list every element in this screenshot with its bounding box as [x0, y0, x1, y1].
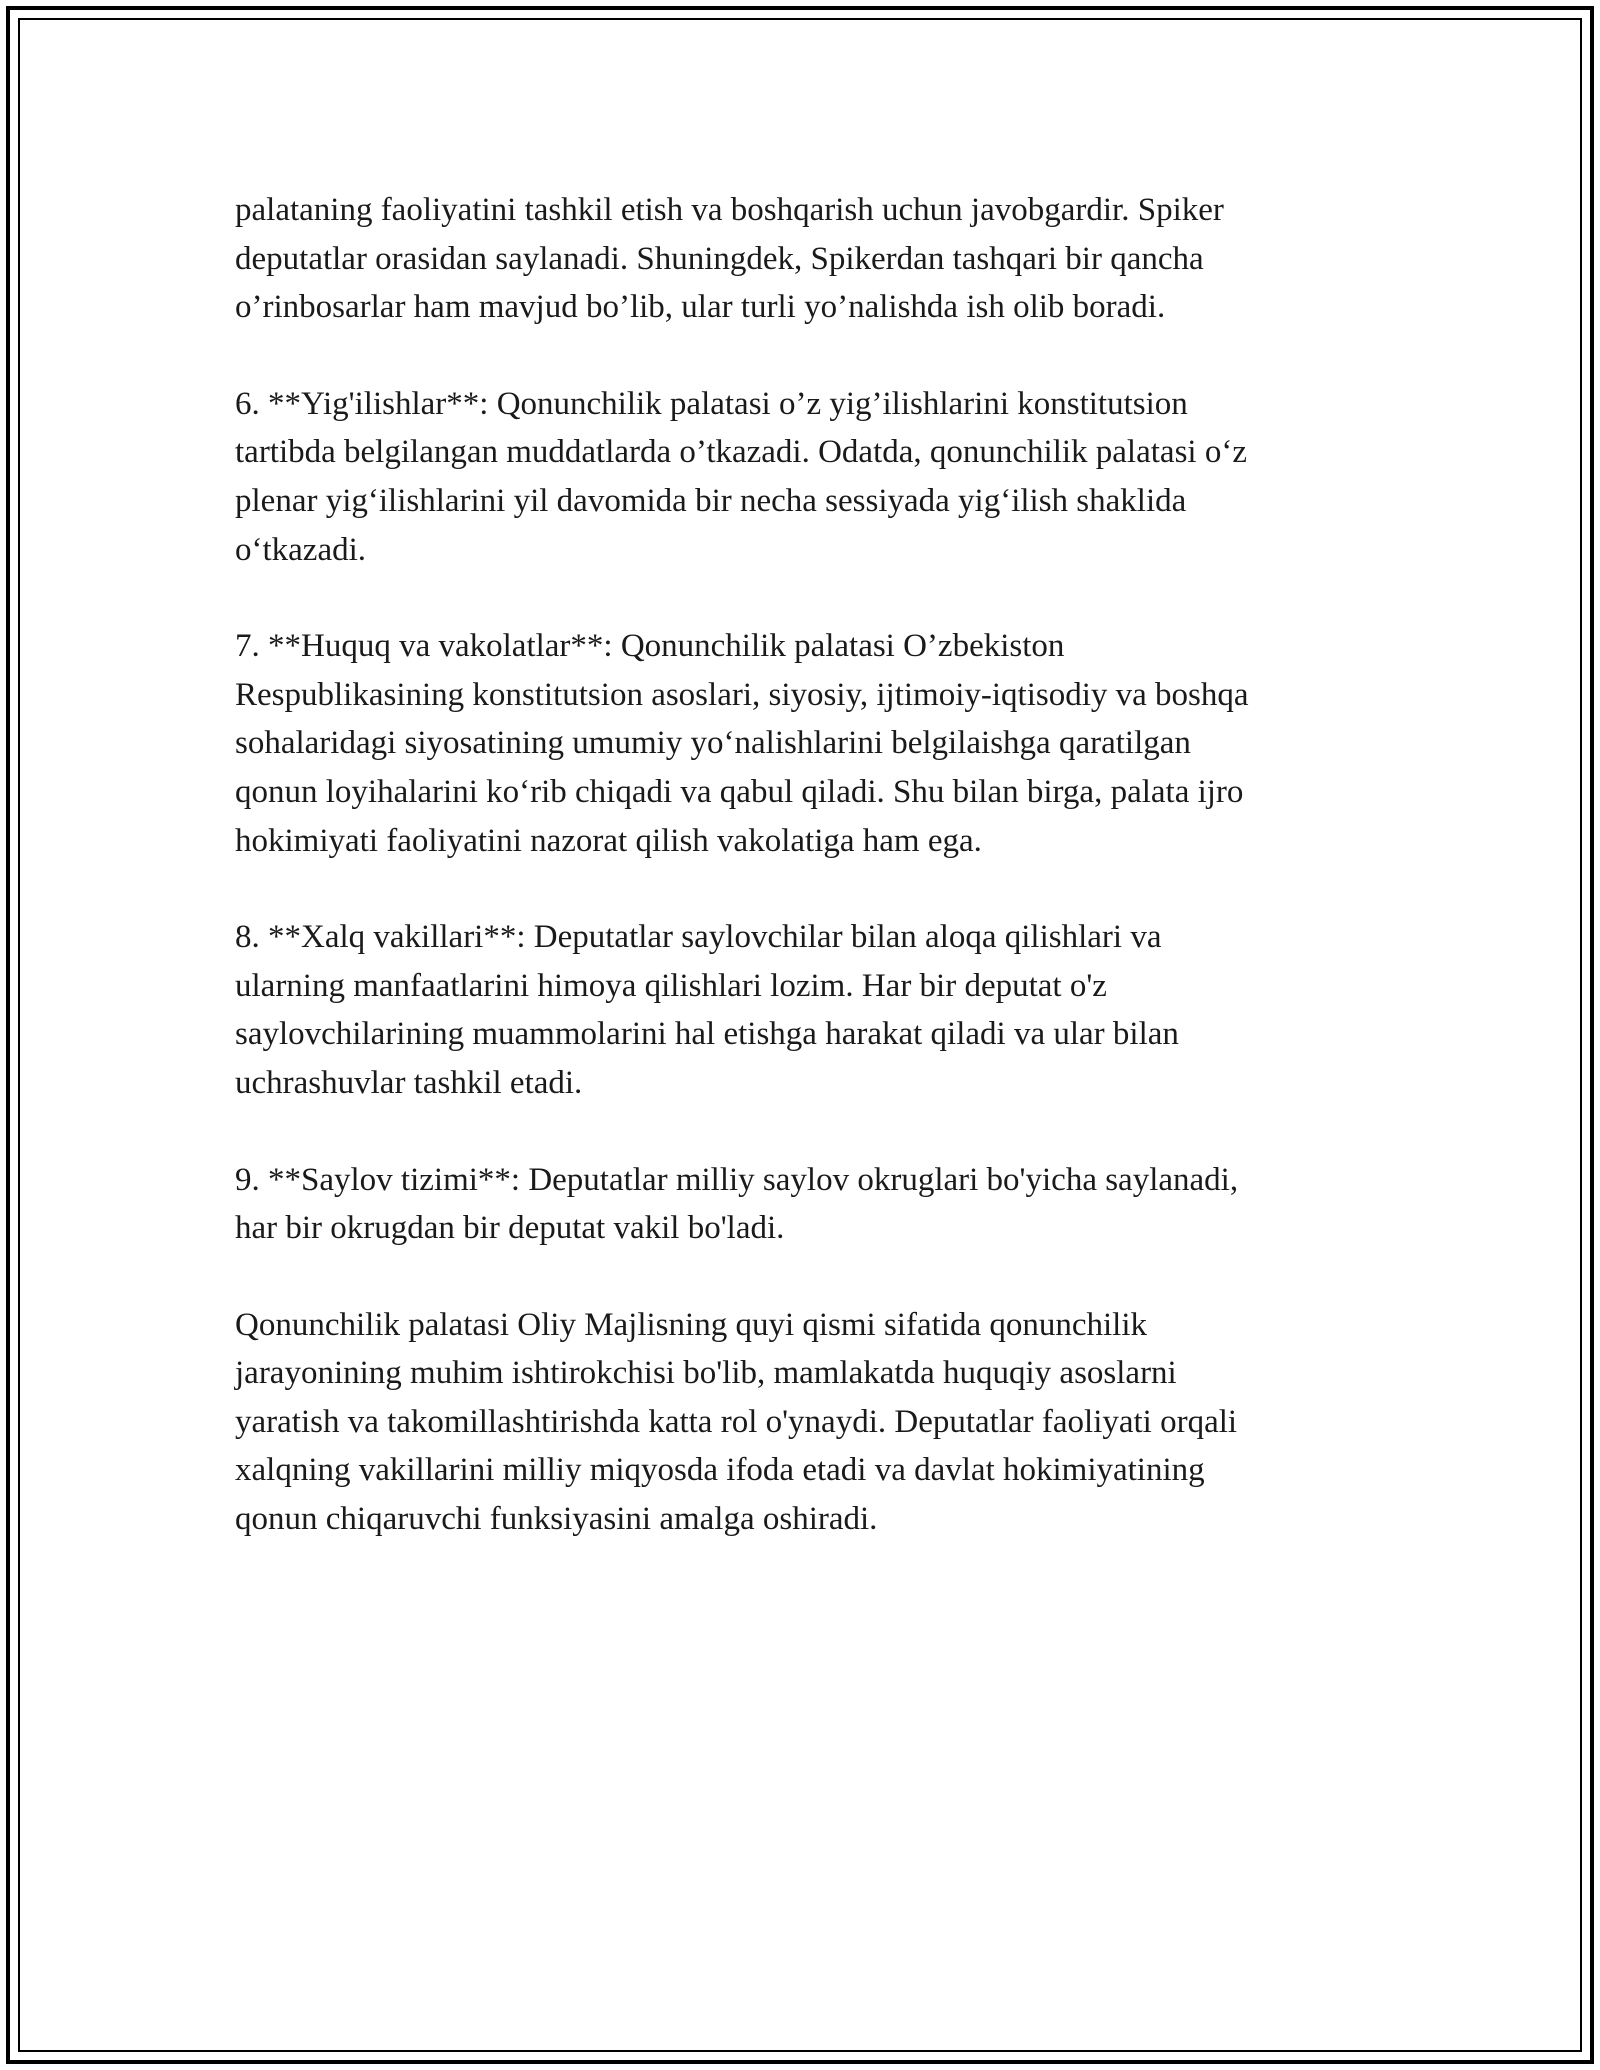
paragraph-item-6-meetings: 6. **Yig'ilishlar**: Qonunchilik palatasi o’z yig’ilishlarini konstitutsion tartibda belgilangan muddatlarda o’tkazadi. Odatda, qonunchilik palatasi o‘z plenar yig‘ilishlarini yil davomida bir necha sessiyada yig‘ilish shaklida o‘tkazadi.: [235, 385, 1247, 568]
paragraph-item-9-electoral-system: 9. **Saylov tizimi**: Deputatlar milliy saylov okruglari bo'yicha saylanadi, har bir okrugdan bir deputat vakil bo'ladi.: [235, 1161, 1239, 1247]
paragraph-item-8-representatives: 8. **Xalq vakillari**: Deputatlar saylovchilar bilan aloqa qilishlari va ularning manfaatlarini himoya qilishlari lozim. Har bir deputat o'z saylovchilarining muammolarini hal etishga harakat qiladi va ular bilan uchrashuvlar tashkil etadi.: [235, 919, 1179, 1101]
paragraph-speaker-continuation: palataning faoliyatini tashkil etish va boshqarish uchun javobgardir. Spiker deputatlar orasidan saylanadi. Shuningdek, Spikerdan tashqari bir qancha o’rinbosarlar ham mavjud bo’lib, ular turli yo’nalishda ish olib boradi.: [235, 192, 1224, 326]
document-body: [235, 186, 1385, 1592]
paragraph-conclusion: Qonunchilik palatasi Oliy Majlisning quyi qismi sifatida qonunchilik jarayonining muhim ishtirokchisi bo'lib, mamlakatda huquqiy asoslarni yaratish va takomillashtirishda katta rol o'ynaydi. Deputatlar faoliyati orqali xalqning vakillarini milliy miqyosda ifoda etadi va davlat hokimiyatining qonun chiqaruvchi funksiyasini amalga oshiradi.: [235, 1306, 1238, 1538]
paragraph-item-7-rights: 7. **Huquq va vakolatlar**: Qonunchilik palatasi O’zbekiston Respublikasining konstitutsion asoslari, siyosiy, ijtimoiy-iqtisodiy va boshqa sohalaridagi siyosatining umumiy yo‘nalishlarini belgilaishga qaratilgan qonun loyihalarini ko‘rib chiqadi va qabul qiladi. Shu bilan birga, palata ijro hokimiyati faoliyatini nazorat qilish vakolatiga ham ega.: [235, 628, 1249, 859]
